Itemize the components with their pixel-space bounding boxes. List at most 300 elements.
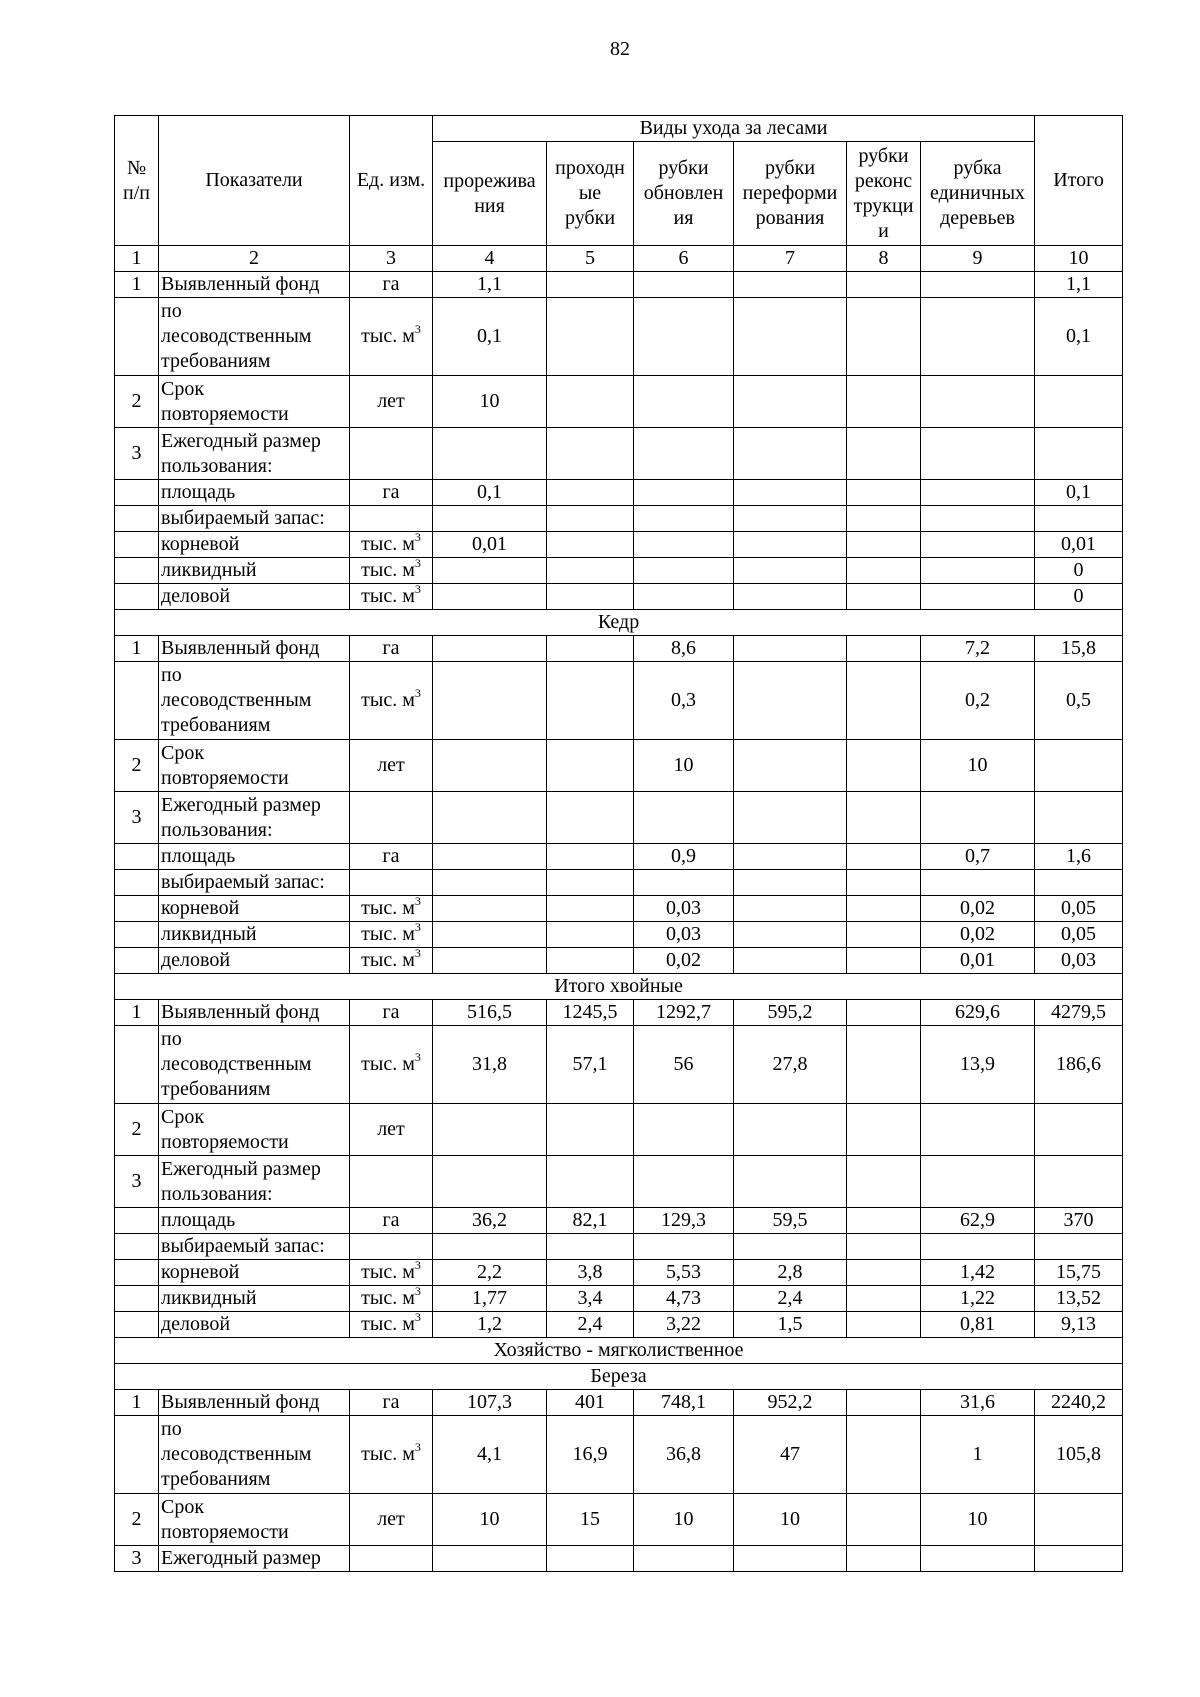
unit-label: тыс. м (361, 923, 415, 945)
value-cell: 952,2 (734, 1390, 847, 1416)
value-cell (634, 1546, 734, 1572)
column-number: 2 (159, 246, 350, 272)
row-period (115, 1494, 1123, 1546)
row-number (115, 1208, 159, 1234)
row-number: 1 (115, 1000, 159, 1026)
total-cell (1035, 376, 1123, 428)
value-cell (734, 922, 847, 948)
unit-cell (350, 792, 433, 844)
row-silvicultural (115, 1416, 1123, 1494)
value-cell: 56 (634, 1026, 734, 1104)
unit-cell (350, 922, 433, 948)
value-cell (634, 1104, 734, 1156)
row-number (115, 584, 159, 610)
total-cell: 15,75 (1035, 1260, 1123, 1286)
row-annual (115, 1156, 1123, 1208)
indicator-label: Выявленный фонд (159, 1000, 350, 1026)
row-annual (115, 1546, 1123, 1572)
header-indicator: Показатели (159, 116, 350, 246)
value-cell (734, 480, 847, 506)
total-cell (1035, 1156, 1123, 1208)
row-number (115, 558, 159, 584)
indicator-label: по лесоводственным требованиям (159, 1416, 350, 1494)
value-cell: 629,6 (921, 1000, 1035, 1026)
value-cell: 0,81 (921, 1312, 1035, 1338)
section-title: Хозяйство - мягколиственное (115, 1338, 1123, 1364)
total-cell (1035, 1494, 1123, 1546)
value-cell (921, 428, 1035, 480)
total-cell: 4279,5 (1035, 1000, 1123, 1026)
value-cell (921, 792, 1035, 844)
indicator-label: Срок повторяемости (159, 1494, 350, 1546)
unit-exponent: 3 (414, 1285, 421, 1298)
column-number: 3 (350, 246, 433, 272)
total-cell: 1,1 (1035, 272, 1123, 298)
value-cell (547, 428, 634, 480)
value-cell (634, 428, 734, 480)
value-cell (634, 584, 734, 610)
value-cell (547, 870, 634, 896)
value-cell (433, 896, 547, 922)
row-number (115, 844, 159, 870)
value-cell (634, 532, 734, 558)
value-cell (433, 584, 547, 610)
row-period (115, 740, 1123, 792)
value-cell: 31,6 (921, 1390, 1035, 1416)
unit-cell: лет (350, 376, 433, 428)
indicator-label: деловой (159, 584, 350, 610)
total-cell: 0,05 (1035, 896, 1123, 922)
value-cell: 401 (547, 1390, 634, 1416)
unit-exponent: 3 (414, 557, 421, 570)
value-cell (734, 636, 847, 662)
indicator-label: выбираемый запас: (159, 1234, 350, 1260)
value-cell: 1292,7 (634, 1000, 734, 1026)
value-cell (847, 272, 921, 298)
unit-cell: га (350, 1390, 433, 1416)
value-cell (734, 1546, 847, 1572)
total-cell: 9,13 (1035, 1312, 1123, 1338)
unit-cell: га (350, 1208, 433, 1234)
value-cell (634, 1234, 734, 1260)
indicator-label: Ежегодный размер пользования: (159, 1156, 350, 1208)
row-number (115, 532, 159, 558)
row-number: 1 (115, 636, 159, 662)
total-cell: 0,5 (1035, 662, 1123, 740)
indicator-label: корневой (159, 1260, 350, 1286)
value-cell (433, 792, 547, 844)
value-cell: 15 (547, 1494, 634, 1546)
unit-label: тыс. м (361, 1261, 415, 1283)
unit-cell: га (350, 636, 433, 662)
unit-exponent: 3 (414, 1311, 421, 1324)
unit-label: тыс. м (361, 585, 415, 607)
row-number (115, 896, 159, 922)
forest-care-table (114, 115, 1123, 1572)
header-unit: Ед. изм. (350, 116, 433, 246)
unit-exponent: 3 (414, 686, 421, 700)
value-cell (921, 1104, 1035, 1156)
value-cell (634, 558, 734, 584)
value-cell (547, 948, 634, 974)
value-cell: 8,6 (634, 636, 734, 662)
unit-cell: лет (350, 1104, 433, 1156)
value-cell (847, 558, 921, 584)
unit-cell: лет (350, 1494, 433, 1546)
row-annual (115, 428, 1123, 480)
value-cell (634, 298, 734, 376)
value-cell (921, 558, 1035, 584)
indicator-label: выбираемый запас: (159, 506, 350, 532)
row-number: 2 (115, 376, 159, 428)
row-number: 2 (115, 1494, 159, 1546)
row-number (115, 298, 159, 376)
value-cell (734, 870, 847, 896)
section-title: Кедр (115, 610, 1123, 636)
unit-exponent: 3 (414, 921, 421, 934)
indicator-label: площадь (159, 844, 350, 870)
value-cell: 2,4 (734, 1286, 847, 1312)
value-cell (847, 636, 921, 662)
value-cell: 2,8 (734, 1260, 847, 1286)
total-cell (1035, 506, 1123, 532)
value-cell: 13,9 (921, 1026, 1035, 1104)
total-cell: 0,1 (1035, 298, 1123, 376)
table-body (115, 116, 1123, 1572)
value-cell (847, 1546, 921, 1572)
value-cell: 1,2 (433, 1312, 547, 1338)
unit-cell (350, 1546, 433, 1572)
value-cell: 3,22 (634, 1312, 734, 1338)
value-cell: 0,02 (921, 922, 1035, 948)
unit-exponent: 3 (414, 322, 421, 336)
row-period (115, 1104, 1123, 1156)
indicator-label: Ежегодный размер пользования: (159, 428, 350, 480)
value-cell (433, 558, 547, 584)
value-cell (921, 532, 1035, 558)
indicator-label: выбираемый запас: (159, 870, 350, 896)
value-cell (734, 506, 847, 532)
value-cell (547, 298, 634, 376)
total-cell: 105,8 (1035, 1416, 1123, 1494)
indicator-label: Срок повторяемости (159, 376, 350, 428)
indicator-label: Выявленный фонд (159, 272, 350, 298)
value-cell (634, 1156, 734, 1208)
total-cell (1035, 428, 1123, 480)
value-cell (921, 1546, 1035, 1572)
value-cell: 2,4 (547, 1312, 634, 1338)
indicator-label: Ежегодный размер (159, 1546, 350, 1572)
value-cell (921, 506, 1035, 532)
value-cell: 107,3 (433, 1390, 547, 1416)
row-root (115, 532, 1123, 558)
value-cell (433, 870, 547, 896)
unit-cell (350, 948, 433, 974)
value-cell: 1 (921, 1416, 1035, 1494)
value-cell (734, 376, 847, 428)
value-cell: 10 (433, 1494, 547, 1546)
value-cell (547, 1234, 634, 1260)
unit-cell (350, 1156, 433, 1208)
unit-cell (350, 532, 433, 558)
row-number (115, 480, 159, 506)
unit-cell (350, 896, 433, 922)
value-cell (547, 662, 634, 740)
value-cell: 1,1 (433, 272, 547, 298)
value-cell (734, 428, 847, 480)
value-cell (547, 844, 634, 870)
value-cell (734, 792, 847, 844)
value-cell (847, 896, 921, 922)
row-stock (115, 1234, 1123, 1260)
unit-exponent: 3 (414, 531, 421, 544)
row-number (115, 1312, 159, 1338)
indicator-label: деловой (159, 1312, 350, 1338)
unit-cell (350, 506, 433, 532)
row-fund (115, 1390, 1123, 1416)
unit-exponent: 3 (414, 1259, 421, 1272)
total-cell: 0 (1035, 584, 1123, 610)
total-cell (1035, 740, 1123, 792)
value-cell (847, 1104, 921, 1156)
value-cell (734, 662, 847, 740)
value-cell (921, 376, 1035, 428)
value-cell: 16,9 (547, 1416, 634, 1494)
value-cell (547, 480, 634, 506)
value-cell (433, 922, 547, 948)
total-cell: 0,01 (1035, 532, 1123, 558)
section-row (115, 974, 1123, 1000)
value-cell (921, 1156, 1035, 1208)
value-cell (847, 506, 921, 532)
row-fund (115, 636, 1123, 662)
value-cell: 748,1 (634, 1390, 734, 1416)
unit-cell (350, 558, 433, 584)
value-cell (847, 1390, 921, 1416)
value-cell (547, 584, 634, 610)
unit-exponent: 3 (414, 1050, 421, 1064)
row-number (115, 922, 159, 948)
row-number: 3 (115, 1546, 159, 1572)
unit-label: тыс. м (361, 559, 415, 581)
unit-exponent: 3 (414, 947, 421, 960)
section-row (115, 610, 1123, 636)
row-number: 2 (115, 1104, 159, 1156)
row-liquid (115, 558, 1123, 584)
value-cell: 10 (634, 740, 734, 792)
row-root (115, 1260, 1123, 1286)
indicator-label: Срок повторяемости (159, 1104, 350, 1156)
page-number: 82 (610, 38, 630, 60)
value-cell (433, 740, 547, 792)
value-cell: 4,1 (433, 1416, 547, 1494)
row-fund (115, 272, 1123, 298)
value-cell (547, 558, 634, 584)
value-cell: 36,8 (634, 1416, 734, 1494)
column-number: 1 (115, 246, 159, 272)
unit-label: тыс. м (361, 689, 415, 711)
value-cell: 0,3 (634, 662, 734, 740)
value-cell: 10 (921, 740, 1035, 792)
indicator-label: Срок повторяемости (159, 740, 350, 792)
row-number: 3 (115, 428, 159, 480)
row-silvicultural (115, 1026, 1123, 1104)
column-number: 10 (1035, 246, 1123, 272)
value-cell: 0,02 (634, 948, 734, 974)
unit-cell: га (350, 272, 433, 298)
value-cell: 4,73 (634, 1286, 734, 1312)
indicator-label: деловой (159, 948, 350, 974)
row-annual (115, 792, 1123, 844)
value-cell (847, 1312, 921, 1338)
total-cell: 186,6 (1035, 1026, 1123, 1104)
value-cell (734, 1234, 847, 1260)
value-cell: 595,2 (734, 1000, 847, 1026)
value-cell: 2,2 (433, 1260, 547, 1286)
value-cell (921, 870, 1035, 896)
total-cell: 0,05 (1035, 922, 1123, 948)
value-cell (634, 376, 734, 428)
value-cell: 47 (734, 1416, 847, 1494)
value-cell (847, 298, 921, 376)
unit-cell (350, 584, 433, 610)
value-cell (547, 792, 634, 844)
section-row (115, 1364, 1123, 1390)
indicator-label: ликвидный (159, 558, 350, 584)
unit-label: тыс. м (361, 325, 415, 347)
total-cell (1035, 1104, 1123, 1156)
unit-cell (350, 1416, 433, 1494)
value-cell (734, 532, 847, 558)
value-cell (921, 480, 1035, 506)
row-liquid (115, 1286, 1123, 1312)
total-cell (1035, 1234, 1123, 1260)
column-number: 9 (921, 246, 1035, 272)
value-cell (847, 1156, 921, 1208)
value-cell (634, 272, 734, 298)
indicator-label: по лесоводственным требованиям (159, 662, 350, 740)
value-cell (634, 480, 734, 506)
value-cell (734, 948, 847, 974)
value-cell (547, 922, 634, 948)
row-number (115, 1234, 159, 1260)
total-cell: 2240,2 (1035, 1390, 1123, 1416)
section-row (115, 1338, 1123, 1364)
row-silvicultural (115, 662, 1123, 740)
header-type-reconstruction: рубки реконс трукци и (847, 142, 921, 246)
value-cell: 0,02 (921, 896, 1035, 922)
unit-cell (350, 298, 433, 376)
indicator-label: ликвидный (159, 922, 350, 948)
value-cell (847, 532, 921, 558)
value-cell (634, 792, 734, 844)
total-cell: 15,8 (1035, 636, 1123, 662)
unit-cell (350, 1026, 433, 1104)
unit-label: тыс. м (361, 949, 415, 971)
value-cell: 62,9 (921, 1208, 1035, 1234)
row-number (115, 1416, 159, 1494)
total-cell (1035, 792, 1123, 844)
unit-cell: га (350, 480, 433, 506)
value-cell (847, 1026, 921, 1104)
value-cell: 0,03 (634, 922, 734, 948)
column-numbers-row (115, 246, 1123, 272)
unit-cell (350, 1260, 433, 1286)
value-cell: 10 (921, 1494, 1035, 1546)
value-cell (847, 480, 921, 506)
row-number: 1 (115, 272, 159, 298)
value-cell: 0,01 (433, 532, 547, 558)
indicator-label: Выявленный фонд (159, 1390, 350, 1416)
value-cell: 0,7 (921, 844, 1035, 870)
value-cell (734, 1156, 847, 1208)
value-cell (433, 506, 547, 532)
unit-label: тыс. м (361, 897, 415, 919)
row-business (115, 584, 1123, 610)
indicator-label: корневой (159, 896, 350, 922)
row-area (115, 1208, 1123, 1234)
value-cell (433, 1546, 547, 1572)
value-cell: 7,2 (921, 636, 1035, 662)
value-cell: 31,8 (433, 1026, 547, 1104)
header-type-reformation: рубки переформи рования (734, 142, 847, 246)
column-number: 5 (547, 246, 634, 272)
total-cell (1035, 1546, 1123, 1572)
indicator-label: Ежегодный размер пользования: (159, 792, 350, 844)
unit-cell (350, 870, 433, 896)
value-cell (547, 1546, 634, 1572)
row-number: 2 (115, 740, 159, 792)
value-cell: 10 (433, 376, 547, 428)
value-cell (734, 1104, 847, 1156)
value-cell (921, 1234, 1035, 1260)
value-cell (847, 792, 921, 844)
total-cell (1035, 870, 1123, 896)
row-area (115, 480, 1123, 506)
row-number (115, 1026, 159, 1104)
unit-cell (350, 1312, 433, 1338)
value-cell (734, 558, 847, 584)
value-cell (433, 844, 547, 870)
row-number (115, 506, 159, 532)
value-cell (847, 1286, 921, 1312)
header-total: Итого (1035, 116, 1123, 246)
row-root (115, 896, 1123, 922)
row-number (115, 948, 159, 974)
row-number: 3 (115, 792, 159, 844)
value-cell (433, 1156, 547, 1208)
unit-cell (350, 428, 433, 480)
value-cell: 3,8 (547, 1260, 634, 1286)
row-number: 3 (115, 1156, 159, 1208)
value-cell (921, 272, 1035, 298)
section-title: Итого хвойные (115, 974, 1123, 1000)
unit-label: тыс. м (361, 1443, 415, 1465)
value-cell: 3,4 (547, 1286, 634, 1312)
row-number (115, 1260, 159, 1286)
value-cell: 0,01 (921, 948, 1035, 974)
row-stock (115, 870, 1123, 896)
unit-exponent: 3 (414, 895, 421, 908)
unit-cell (350, 662, 433, 740)
value-cell (847, 1208, 921, 1234)
unit-label: тыс. м (361, 533, 415, 555)
value-cell (847, 740, 921, 792)
row-number (115, 1286, 159, 1312)
value-cell: 5,53 (634, 1260, 734, 1286)
value-cell (847, 870, 921, 896)
value-cell (847, 948, 921, 974)
